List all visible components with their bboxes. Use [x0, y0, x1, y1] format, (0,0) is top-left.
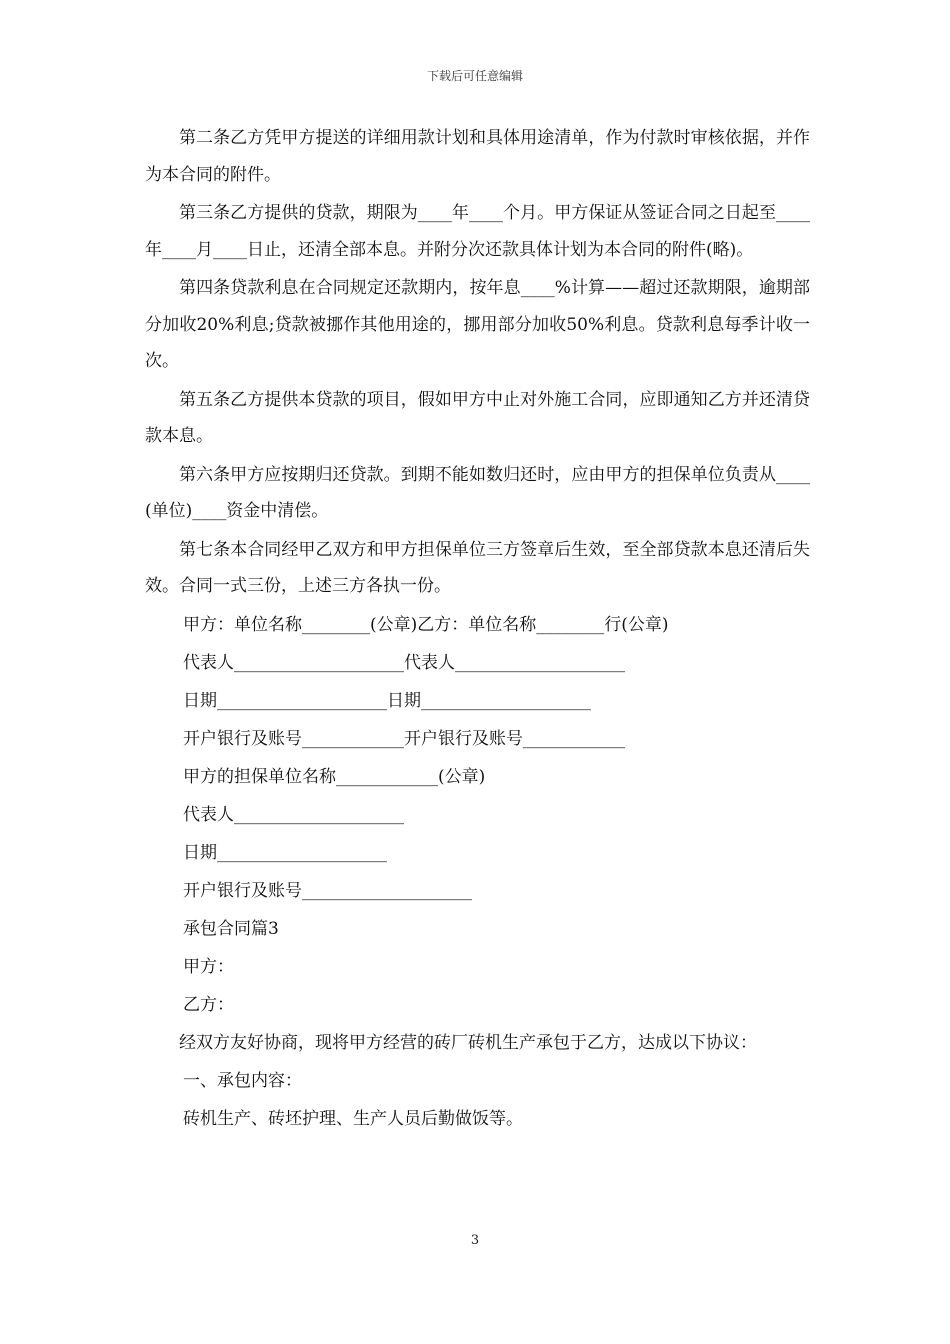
- contract-content-text: 砖机生产、砖坯护理、生产人员后勤做饭等。: [183, 1109, 523, 1129]
- guarantor-date-line: 日期____________________: [183, 842, 387, 863]
- party-a-line: 甲方：: [183, 956, 234, 977]
- agreement-paragraph: 经双方友好协商，现将甲方经营的砖厂砖机生产承包于乙方，达成以下协议：: [179, 1032, 757, 1053]
- article-3-paragraph: 第三条乙方提供的贷款，期限为____年____个月。甲方保证从签证合同之日起至____年____月____日止，还清全部本息。并附分次还款具体计划为本合同的附件(略)。: [145, 203, 810, 260]
- article-7-paragraph: 第七条本合同经甲乙双方和甲方担保单位三方签章后生效，至全部贷款本息还清后失效。合同一式三份，上述三方各执一份。: [145, 539, 810, 596]
- article-2-paragraph: 第二条乙方凭甲方提送的详细用款计划和具体用途清单，作为付款时审核依据，并作为本合同的附件。: [145, 128, 810, 185]
- page-number: 3: [470, 1233, 480, 1248]
- page-header: 下载后可任意编辑: [426, 69, 523, 83]
- guarantor-bank-account-line: 开户银行及账号____________________: [183, 880, 472, 901]
- bank-account-line: 开户银行及账号____________开户银行及账号____________: [183, 728, 625, 749]
- article-6-paragraph: 第六条甲方应按期归还贷款。到期不能如数归还时，应由甲方的担保单位负责从____(单位)____资金中清偿。: [145, 464, 810, 521]
- party-a-b-unit-line: 甲方：单位名称________(公章)乙方：单位名称________行(公章): [183, 614, 669, 635]
- guarantor-unit-line: 甲方的担保单位名称____________(公章): [183, 766, 486, 787]
- representative-line: 代表人____________________代表人____________________: [183, 652, 625, 673]
- guarantor-representative-line: 代表人____________________: [183, 804, 404, 825]
- article-5-paragraph: 第五条乙方提供本贷款的项目，假如甲方中止对外施工合同，应即通知乙方并还清贷款本息。: [145, 389, 810, 446]
- section-title: 承包合同篇3: [183, 918, 279, 939]
- contract-content-heading: 一、承包内容：: [183, 1071, 302, 1091]
- party-b-line: 乙方：: [183, 994, 234, 1015]
- article-4-paragraph: 第四条贷款利息在合同规定还款期内，按年息____%计算——超过还款期限，逾期部分加收20%利息;贷款被挪作其他用途的，挪用部分加收50%利息。贷款利息每季计收一次。: [145, 278, 810, 371]
- date-line: 日期____________________日期____________________: [183, 690, 591, 711]
- document-body: [145, 120, 810, 1139]
